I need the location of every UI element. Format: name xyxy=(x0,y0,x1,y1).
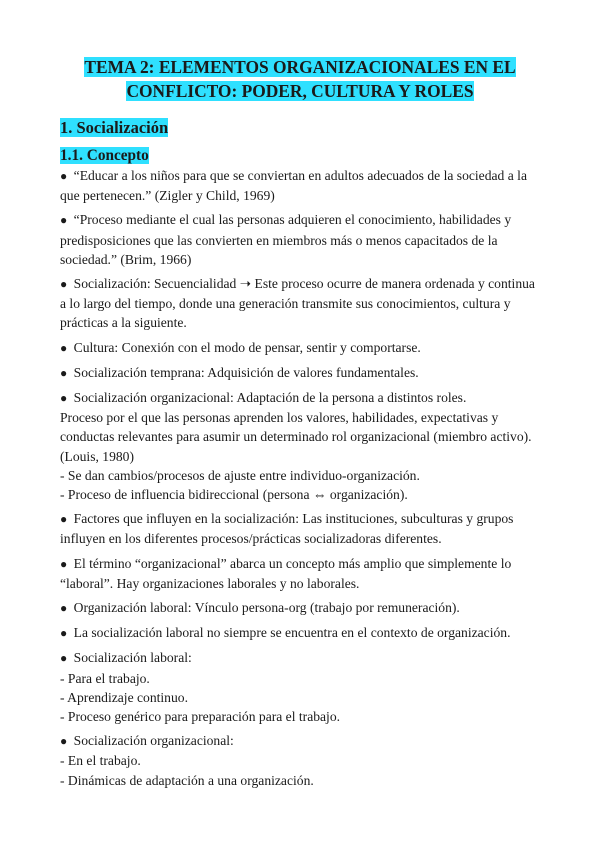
paragraph-organizacion-laboral xyxy=(60,598,540,618)
subsection-heading xyxy=(60,146,540,166)
list-item-en-trabajo: - En el trabajo. xyxy=(60,753,141,769)
paragraph-socializacion-organizacional xyxy=(60,388,540,504)
paragraph-socializacion-laboral xyxy=(60,648,540,726)
paragraph-line-ajuste: - Se dan cambios/procesos de ajuste entre individuo-organización. xyxy=(60,467,420,483)
paragraph-text: Socialización organizacional: Adaptación de la persona a distintos roles. xyxy=(73,390,467,406)
list-item-proceso-generico: - Proceso genérico para preparación para el trabajo. xyxy=(60,709,341,725)
subsection-heading-text: 1.1. Concepto xyxy=(60,147,149,164)
paragraph-socializacion-temprana xyxy=(60,363,540,383)
paragraph-line-louis: Proceso por el que las personas aprenden los valores, habilidades, expectativas y conductas relevantes para asumir un determinado rol organizacional (miembro activo). (Louis, 1980) xyxy=(60,410,532,464)
paragraph-text: La socialización laboral no siempre se encuentra en el contexto de organización. xyxy=(73,625,511,641)
paragraph-text: Factores que influyen en la socialización: Las instituciones, subculturas y grupos influyen en los diferentes procesos/prácticas socializadoras diferentes. xyxy=(60,511,514,547)
paragraph-line xyxy=(60,731,540,751)
paragraph-text: Socialización temprana: Adquisición de valores fundamentales. xyxy=(73,364,419,380)
paragraph-brim xyxy=(60,210,540,269)
bullet-icon: ● xyxy=(60,340,68,355)
document-title-text: TEMA 2: ELEMENTOS ORGANIZACIONALES EN EL CONFLICTO: PODER, CULTURA Y ROLES xyxy=(84,57,516,101)
bullet-icon: ● xyxy=(60,391,68,406)
bullet-icon: ● xyxy=(60,734,68,749)
section-heading-text: 1. Socialización xyxy=(60,118,169,137)
paragraph-text: Socialización: Secuencialidad ➝ Este proceso ocurre de manera ordenada y continua a lo largo del tiempo, donde una generación transmite sus conocimientos, cultura y prácticas a la siguiente. xyxy=(60,276,535,331)
bullet-icon: ● xyxy=(60,626,68,641)
paragraph-termino-organizacional xyxy=(60,554,540,593)
paragraph-text: Organización laboral: Vínculo persona-org (trabajo por remuneración). xyxy=(73,600,460,616)
list-item-dinamicas: - Dinámicas de adaptación a una organización. xyxy=(60,772,314,788)
section-heading xyxy=(60,117,540,139)
bullet-icon: ● xyxy=(60,512,68,527)
list-item-aprendizaje: - Aprendizaje continuo. xyxy=(60,689,188,705)
paragraph-socializacion-laboral-contexto xyxy=(60,623,540,643)
paragraph-factores xyxy=(60,509,540,548)
bullet-icon: ● xyxy=(60,601,68,616)
paragraph-text: Socialización organizacional: xyxy=(73,733,234,749)
paragraph-text: “Proceso mediante el cual las personas adquieren el conocimiento, habilidades y predisposiciones que las convierten en miembros más o menos capacitados de la sociedad.” (Brim, 1966) xyxy=(60,212,512,267)
bullet-icon: ● xyxy=(60,365,68,380)
bullet-icon: ● xyxy=(60,213,68,228)
paragraph-text: Cultura: Conexión con el modo de pensar, sentir y comportarse. xyxy=(73,339,421,355)
paragraph-text: Socialización laboral: xyxy=(73,650,192,666)
list-item-para-trabajo: - Para el trabajo. xyxy=(60,670,150,686)
paragraph-text: “Educar a los niños para que se conviertan en adultos adecuados de la sociedad a la que pertenecen.” (Zigler y Child, 1969) xyxy=(60,168,527,204)
bullet-icon: ● xyxy=(60,651,68,666)
bullet-icon: ● xyxy=(60,277,68,292)
paragraph-cultura xyxy=(60,338,540,358)
paragraph-text: El término “organizacional” abarca un concepto más amplio que simplemente lo “laboral”. Hay organizaciones laborales y no laborales. xyxy=(60,555,512,591)
paragraph-line xyxy=(60,648,540,668)
paragraph-socializacion-organizacional-2 xyxy=(60,731,540,790)
paragraph-line xyxy=(60,388,540,408)
bullet-icon: ● xyxy=(60,169,68,183)
paragraph-line-bidireccional: - Proceso de influencia bidireccional (persona ⇔ organización). xyxy=(60,487,408,503)
paragraph-zigler xyxy=(60,166,540,205)
document-title xyxy=(60,55,540,103)
bullet-icon: ● xyxy=(60,556,68,571)
paragraph-secuencialidad xyxy=(60,274,540,333)
